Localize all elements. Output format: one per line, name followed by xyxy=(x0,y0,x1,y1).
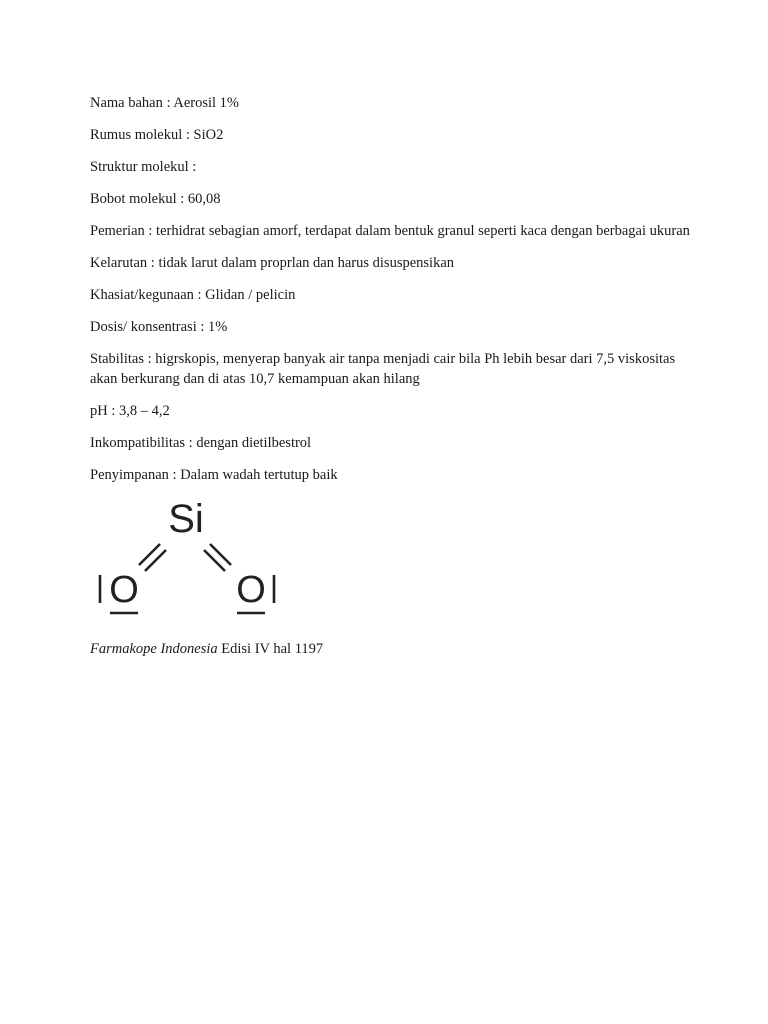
paragraph-bobot-molekul: Bobot molekul : 60,08 xyxy=(90,191,221,207)
paragraph-stabilitas: Stabilitas : higrskopis, menyerap banyak air tanpa menjadi cair bila Ph lebih besar dari 7,5 viskositas akan berkurang dan di atas 10,7 kemampuan akan hilang xyxy=(90,351,676,387)
right-double-bond-line-1 xyxy=(210,544,231,565)
right-oxygen-atom-label: O xyxy=(236,569,266,611)
paragraph-khasiat: Khasiat/kegunaan : Glidan / pelicin xyxy=(90,287,296,303)
paragraph-pemerian: Pemerian : terhidrat sebagian amorf, terdapat dalam bentuk granul seperti kaca dengan berbagai ukuran xyxy=(90,223,690,239)
left-double-bond-line-1 xyxy=(139,544,160,565)
paragraph-inkompatibilitas: Inkompatibilitas : dengan dietilbestrol xyxy=(90,435,312,451)
left-oxygen-atom-label: O xyxy=(109,569,139,611)
paragraph-penyimpanan: Penyimpanan : Dalam wadah tertutup baik xyxy=(90,467,338,483)
citation-edition-page: Edisi IV hal 1197 xyxy=(217,641,324,657)
paragraph-nama-bahan: Nama bahan : Aerosil 1% xyxy=(90,95,239,111)
left-double-bond-line-2 xyxy=(145,550,166,571)
silicon-atom-label: Si xyxy=(168,499,204,541)
right-double-bond-line-2 xyxy=(204,550,225,571)
paragraph-struktur-molekul: Struktur molekul : xyxy=(90,159,197,175)
paragraph-ph: pH : 3,8 – 4,2 xyxy=(90,403,170,419)
paragraph-dosis: Dosis/ konsentrasi : 1% xyxy=(90,319,228,335)
document-body xyxy=(90,93,690,674)
reference-citation xyxy=(90,639,690,659)
paragraph-rumus-molekul: Rumus molekul : SiO2 xyxy=(90,127,224,143)
sio2-structure-diagram xyxy=(92,499,292,619)
paragraph-kelarutan: Kelarutan : tidak larut dalam proprlan dan harus disuspensikan xyxy=(90,255,455,271)
citation-source-title: Farmakope Indonesia xyxy=(90,641,218,657)
